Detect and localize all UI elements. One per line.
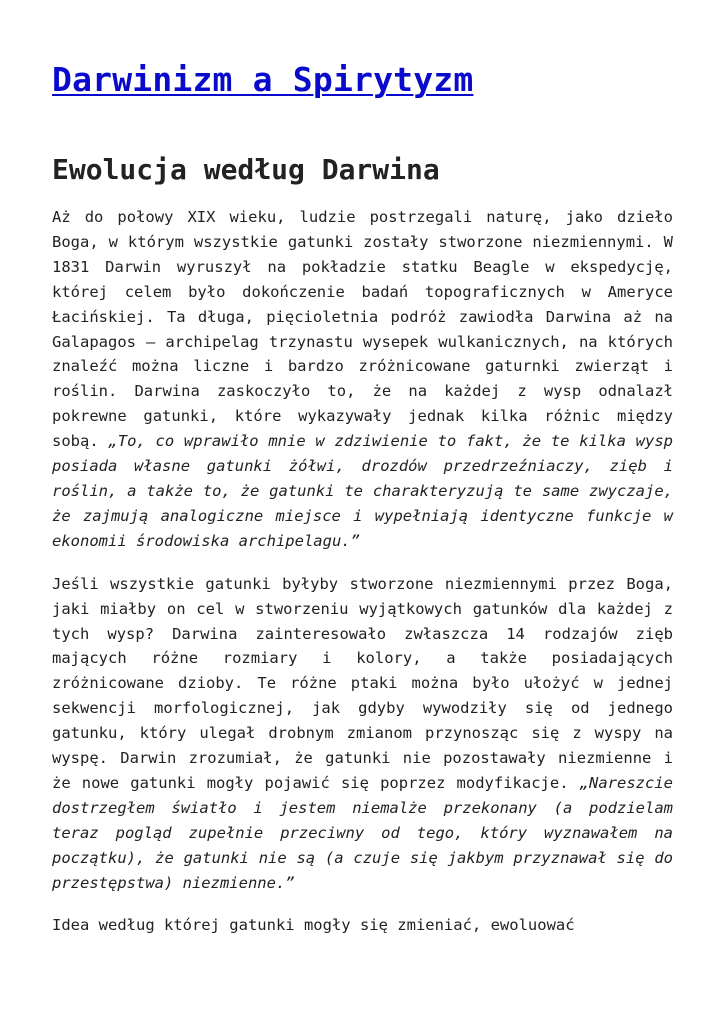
paragraph-2-text: Jeśli wszystkie gatunki byłyby stworzone niezmiennymi przez Boga, jaki miałby on cel w stworzeniu wyjątkowych gatunków dla każdej z tych wysp? Darwina zainteresowało zwłaszcza 14 rodzajów zięb mających różne rozmiary i kolory, a także posiadających zróżnicowane dzioby. Te różne ptaki można było ułożyć w jednej sekwencji morfologicznej, jak gdyby wywodziły się od jednego gatunku, który ulegał drobnym zmianom przynosząc się z wyspy na wyspę. Darwin zrozumiał, że gatunki nie pozostawały niezmienne i że nowe gatunki mogły pojawić się poprzez modyfikacje.	[52, 574, 673, 792]
paragraph-2	[52, 572, 673, 896]
paragraph-3-text: Idea według której gatunki mogły się zmieniać, ewoluować	[52, 916, 575, 935]
section-heading: Ewolucja według Darwina	[52, 153, 440, 186]
paragraph-1	[52, 205, 673, 554]
paragraph-1-text: Aż do połowy XIX wieku, ludzie postrzegali naturę, jako dzieło Boga, w którym wszystkie gatunki zostały stworzone niezmiennymi. W 1831 Darwin wyruszył na pokładzie statku Beagle w ekspedycję, której celem było dokończenie badań topograficznych w Ameryce Łacińskiej. Ta długa, pięcioletnia podróż zawiodła Darwina aż na Galapagos – archipelag trzynastu wysepek wulkanicznych, na których znaleźć można liczne i bardzo zróżnicowane gaturnki zwierząt i roślin. Darwina zaskoczyło to, że na każdej z wysp odnalazł pokrewne gatunki, które wykazywały jednak kilka różnic między sobą.	[52, 208, 673, 451]
paragraph-1-quote: „To, co wprawiło mnie w zdziwienie to fakt, że te kilka wysp posiada własne gatunki żółwi, drozdów przedrzeźniaczy, zięb i roślin, a także to, że gatunki te charakteryzują te same zwyczaje, że zajmują analogiczne miejsce i wypełniają identyczne funkcje w ekonomii środowiska archipelagu.”	[52, 432, 673, 550]
paragraph-2-quote: „Nareszcie dostrzegłem światło i jestem niemalże przekonany (a podzielam teraz pogląd zupełnie przeciwny od tego, który wyznawałem na początku), że gatunki nie są (a czuje się jakbym przyznawał się do przestępstwa) niezmienne.”	[52, 773, 673, 892]
post-title-link[interactable]: Darwinizm a Spirytyzm	[52, 60, 474, 99]
paragraph-3	[52, 913, 673, 938]
article	[52, 0, 673, 938]
post-title	[52, 60, 673, 100]
